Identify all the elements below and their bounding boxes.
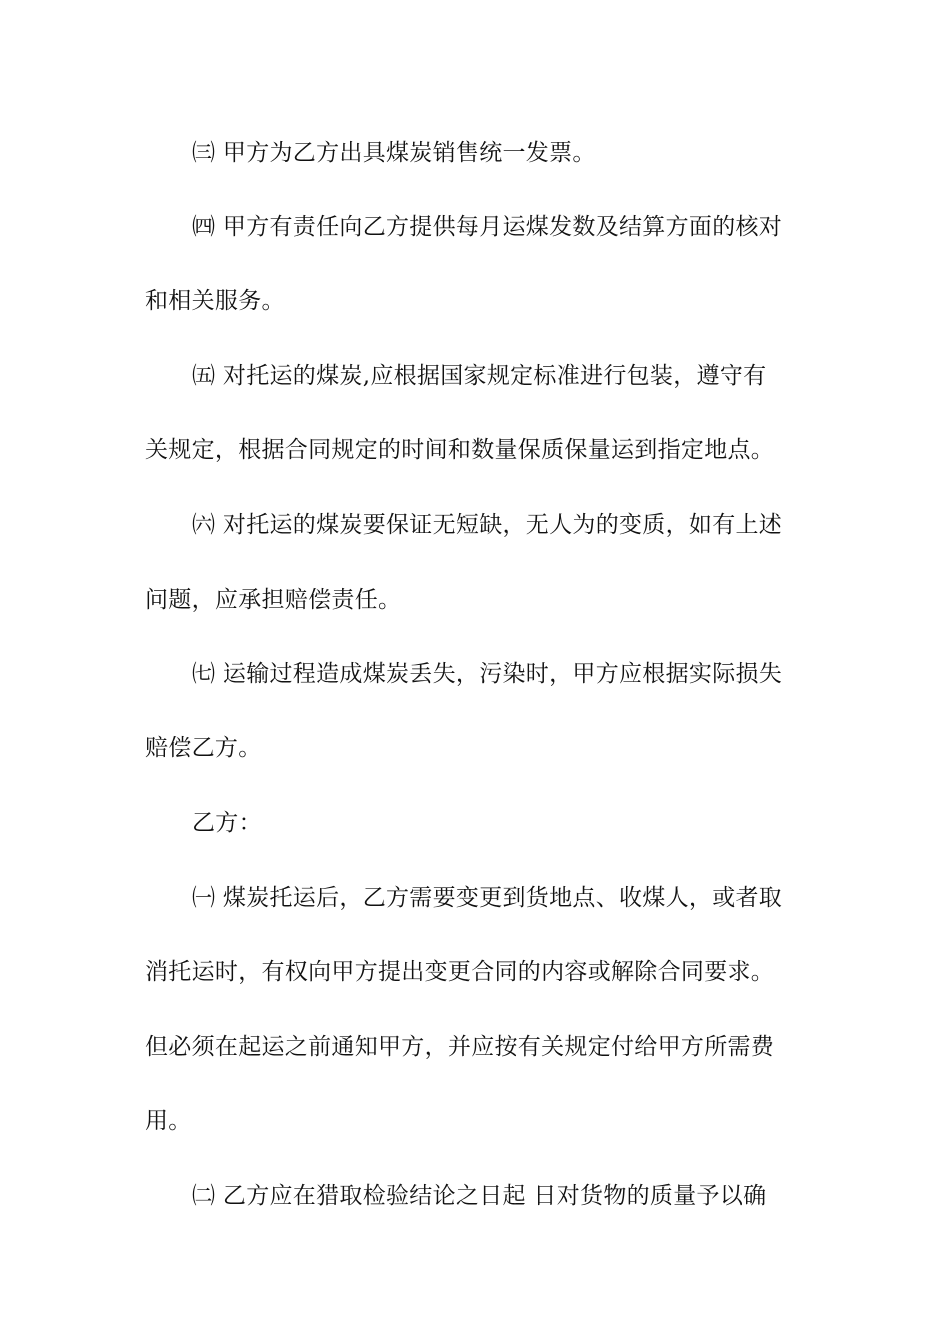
clause-line: 和相关服务。: [145, 288, 285, 314]
clause-line: 赔偿乙方。: [145, 735, 262, 761]
clause-line: ㈥ 对托运的煤炭要保证无短缺，无人为的变质，如有上述: [192, 512, 783, 538]
section-heading: 乙方：: [192, 810, 262, 836]
clause-line: 问题，应承担赔偿责任。: [145, 587, 402, 613]
clause-line: ㈣ 甲方有责任向乙方提供每月运煤发数及结算方面的核对: [192, 214, 783, 240]
clause-line: ㈦ 运输过程造成煤炭丢失，污染时，甲方应根据实际损失: [192, 661, 783, 687]
clause-line: 消托运时，有权向甲方提出变更合同的内容或解除合同要求。: [145, 959, 775, 985]
clause-line: ㈤ 对托运的煤炭,应根据国家规定标准进行包装，遵守有: [192, 363, 767, 389]
clause-line: ㈢ 甲方为乙方出具煤炭销售统一发票。: [192, 140, 596, 166]
clause-line: ㈠ 煤炭托运后，乙方需要变更到货地点、收煤人，或者取: [192, 885, 783, 911]
clause-line: 但必须在起运之前通知甲方，并应按有关规定付给甲方所需费: [145, 1034, 775, 1060]
clause-line: ㈡ 乙方应在猎取检验结论之日起 日对货物的质量予以确: [192, 1183, 767, 1209]
clause-line: 用。: [145, 1108, 192, 1134]
clause-line: 关规定，根据合同规定的时间和数量保质保量运到指定地点。: [145, 437, 775, 463]
